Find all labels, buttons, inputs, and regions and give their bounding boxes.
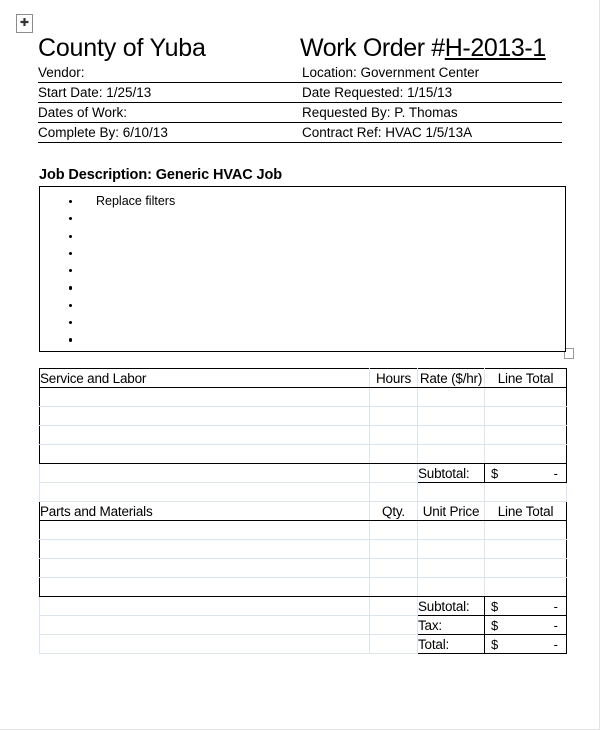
column-header-parts-and-materials: Parts and Materials <box>40 502 370 521</box>
cell-part-unit-price[interactable] <box>418 521 485 540</box>
dates-of-work-field: Dates of Work: <box>38 105 128 120</box>
cell-part-description[interactable] <box>40 578 370 597</box>
cell-part-qty[interactable] <box>370 521 418 540</box>
list-item <box>40 314 565 331</box>
parts-total-label: Total: <box>418 635 485 654</box>
parts-subtotal-row <box>40 597 567 616</box>
vendor-field: Vendor: <box>38 65 85 80</box>
list-item <box>40 297 565 314</box>
list-item <box>40 210 565 227</box>
cell-labor-description[interactable] <box>40 426 370 445</box>
list-item <box>40 279 565 296</box>
cell-labor-rate[interactable] <box>418 445 485 464</box>
cell-part-qty[interactable] <box>370 559 418 578</box>
parts-tax-row <box>40 616 567 635</box>
list-item <box>40 228 565 245</box>
location-field: Location: Government Center <box>302 65 480 80</box>
header-detail-rows <box>38 63 562 143</box>
list-item: Replace filters <box>40 193 565 210</box>
labor-subtotal-value <box>485 464 567 483</box>
parts-tax-label: Tax: <box>418 616 485 635</box>
table-row[interactable] <box>40 540 567 559</box>
cell-part-description[interactable] <box>40 559 370 578</box>
cell-labor-description[interactable] <box>40 407 370 426</box>
spacer-cell <box>418 483 485 502</box>
cell-labor-hours[interactable] <box>370 426 418 445</box>
complete-by-field: Complete By: 6/10/13 <box>38 125 168 140</box>
cell-part-line-total[interactable] <box>485 540 567 559</box>
spacer-cell <box>40 597 370 616</box>
requested-by-field: Requested By: P. Thomas <box>302 105 458 120</box>
cell-labor-hours[interactable] <box>370 407 418 426</box>
cell-part-unit-price[interactable] <box>418 578 485 597</box>
currency-symbol: $ <box>491 618 499 633</box>
list-item <box>40 262 565 279</box>
work-order-title <box>300 34 562 62</box>
start-date-field: Start Date: 1/25/13 <box>38 85 152 100</box>
column-header-line-total: Line Total <box>485 369 567 388</box>
cell-part-line-total[interactable] <box>485 559 567 578</box>
cell-labor-hours[interactable] <box>370 445 418 464</box>
cell-labor-line-total[interactable] <box>485 407 567 426</box>
header-row-dates-of-work <box>38 103 562 122</box>
organization-title: County of Yuba <box>38 34 206 62</box>
table-row[interactable] <box>40 521 567 540</box>
labor-subtotal-label: Subtotal: <box>418 464 485 483</box>
spacer-cell <box>485 483 567 502</box>
work-order-number: H-2013-1 <box>444 34 546 62</box>
parts-total-value <box>485 635 567 654</box>
parts-total-row <box>40 635 567 654</box>
cell-labor-description[interactable] <box>40 388 370 407</box>
currency-symbol: $ <box>491 637 499 652</box>
work-order-label: Work Order # <box>300 34 445 62</box>
table-row[interactable] <box>40 388 567 407</box>
list-item <box>40 331 565 348</box>
cell-part-description[interactable] <box>40 521 370 540</box>
job-description-heading: Job Description: Generic HVAC Job <box>39 167 282 183</box>
header-row-vendor <box>38 63 562 82</box>
table-move-cross-icon[interactable]: ✚ <box>16 14 33 33</box>
job-description-bullet-list <box>40 187 565 349</box>
title-row <box>38 28 562 62</box>
amount-value: - <box>553 599 558 614</box>
spacer-cell <box>370 464 418 483</box>
spacer-cell <box>40 483 370 502</box>
header-row-start-date <box>38 83 562 102</box>
cell-labor-rate[interactable] <box>418 388 485 407</box>
header-divider <box>38 142 562 143</box>
table-row[interactable] <box>40 445 567 464</box>
currency-symbol: $ <box>491 599 499 614</box>
cell-part-description[interactable] <box>40 540 370 559</box>
worksheet-grid <box>39 368 567 654</box>
header-row-complete-by <box>38 123 562 142</box>
tables-area <box>39 368 566 654</box>
amount-value: - <box>553 637 558 652</box>
spacer-cell <box>40 464 370 483</box>
spacer-cell <box>370 616 418 635</box>
cell-labor-rate[interactable] <box>418 407 485 426</box>
cell-part-qty[interactable] <box>370 540 418 559</box>
column-header-qty: Qty. <box>370 502 418 521</box>
cell-labor-description[interactable] <box>40 445 370 464</box>
list-item <box>40 245 565 262</box>
table-row[interactable] <box>40 559 567 578</box>
table-row[interactable] <box>40 407 567 426</box>
table-row[interactable] <box>40 578 567 597</box>
spacer-cell <box>370 635 418 654</box>
parts-tax-value <box>485 616 567 635</box>
spacer-cell <box>370 597 418 616</box>
document-header <box>38 28 562 143</box>
cell-labor-hours[interactable] <box>370 388 418 407</box>
cell-part-line-total[interactable] <box>485 578 567 597</box>
column-header-service-and-labor: Service and Labor <box>40 369 370 388</box>
column-header-rate: Rate ($/hr) <box>418 369 485 388</box>
cell-part-unit-price[interactable] <box>418 540 485 559</box>
column-header-unit-price: Unit Price <box>418 502 485 521</box>
table-header-row-parts <box>40 502 567 521</box>
cell-labor-rate[interactable] <box>418 426 485 445</box>
amount-value: - <box>553 466 558 481</box>
currency-symbol: $ <box>491 466 499 481</box>
column-header-hours: Hours <box>370 369 418 388</box>
cell-part-unit-price[interactable] <box>418 559 485 578</box>
amount-value: - <box>553 618 558 633</box>
cell-part-line-total[interactable] <box>485 521 567 540</box>
spacer-cell <box>40 635 370 654</box>
labor-subtotal-row <box>40 464 567 483</box>
spacer-cell <box>370 483 418 502</box>
table-header-row-labor <box>40 369 567 388</box>
spacer-row <box>40 483 567 502</box>
cell-part-qty[interactable] <box>370 578 418 597</box>
parts-subtotal-label: Subtotal: <box>418 597 485 616</box>
cell-labor-line-total[interactable] <box>485 426 567 445</box>
column-header-line-total: Line Total <box>485 502 567 521</box>
table-row[interactable] <box>40 426 567 445</box>
contract-ref-field: Contract Ref: HVAC 1/5/13A <box>302 125 473 140</box>
parts-subtotal-value <box>485 597 567 616</box>
date-requested-field: Date Requested: 1/15/13 <box>302 85 453 100</box>
cell-labor-line-total[interactable] <box>485 388 567 407</box>
job-description-box[interactable] <box>39 186 566 352</box>
cell-labor-line-total[interactable] <box>485 445 567 464</box>
spacer-cell <box>40 616 370 635</box>
